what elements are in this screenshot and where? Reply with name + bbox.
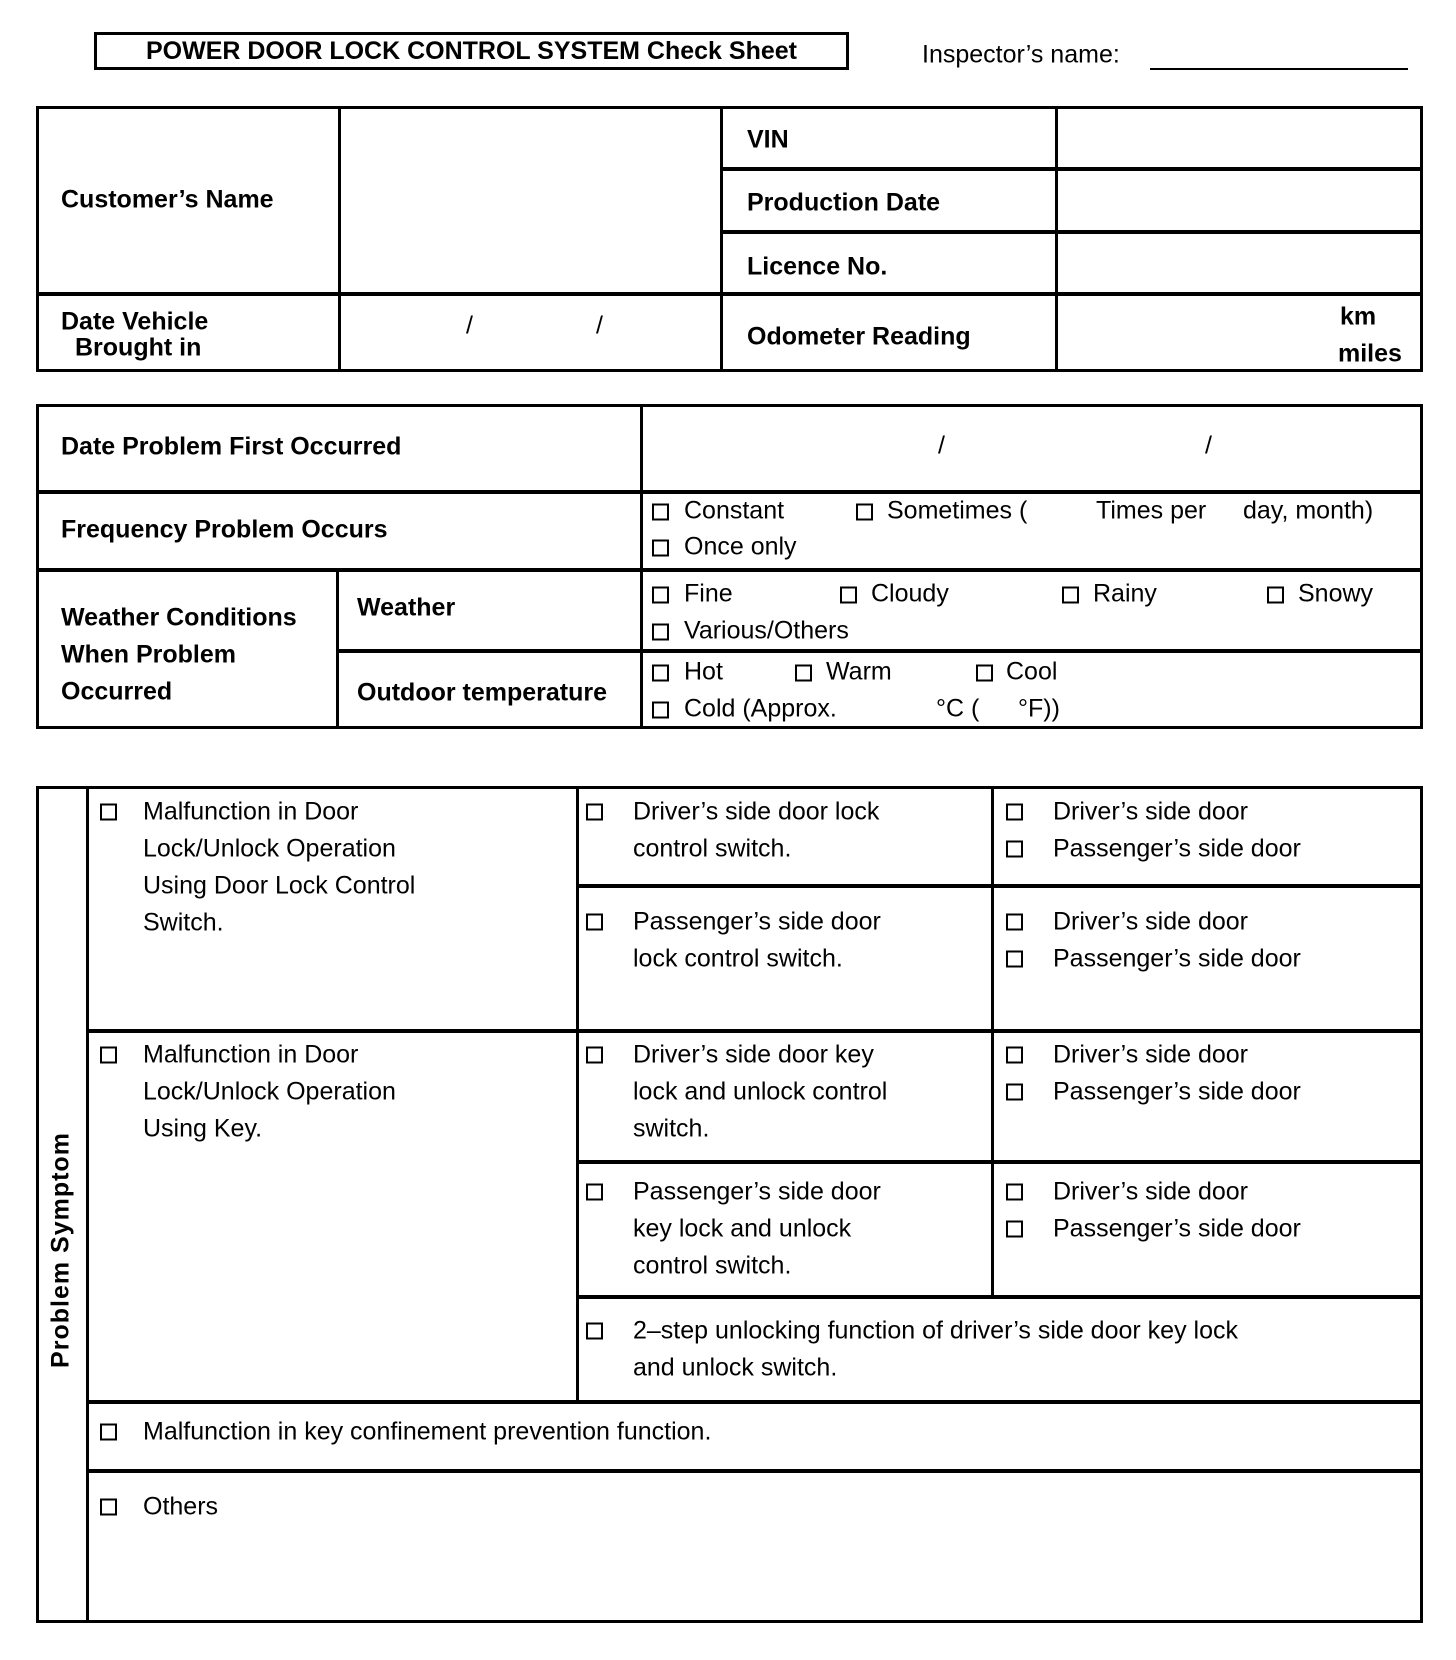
passenger-key-text: control switch. [633, 1251, 792, 1280]
divider [576, 1295, 1423, 1299]
passenger-door-label: Passenger’s side door [1053, 1214, 1301, 1243]
two-step-checkbox[interactable] [586, 1323, 603, 1340]
divider [36, 490, 1423, 494]
once-only-label: Once only [684, 532, 797, 561]
snowy-checkbox[interactable] [1267, 587, 1284, 604]
passenger-door-checkbox[interactable] [1006, 1084, 1023, 1101]
passenger-door-label: Passenger’s side door [1053, 834, 1301, 863]
sheet-title [94, 32, 849, 70]
date-separator: / [938, 431, 945, 460]
warm-checkbox[interactable] [795, 665, 812, 682]
switch-malfunction-text: Malfunction in Door [143, 797, 359, 826]
driver-door-label: Driver’s side door [1053, 1177, 1248, 1206]
divider [720, 167, 1423, 171]
constant-label: Constant [684, 496, 785, 525]
cold-label: Cold (Approx. [684, 694, 837, 723]
passenger-key-text: key lock and unlock [633, 1214, 852, 1243]
divider [576, 884, 1423, 888]
driver-switch-text: control switch. [633, 834, 792, 863]
fine-label: Fine [684, 579, 733, 608]
divider [338, 106, 341, 372]
passenger-switch-text: Passenger’s side door [633, 907, 881, 936]
divider [720, 230, 1423, 234]
sheet-title-text: POWER DOOR LOCK CONTROL SYSTEM Check Sheet [145, 36, 797, 65]
sometimes-checkbox[interactable] [856, 504, 873, 521]
two-step-text: and unlock switch. [633, 1353, 838, 1382]
key-malfunction-text: Malfunction in Door [143, 1040, 359, 1069]
switch-malfunction-text: Lock/Unlock Operation [143, 834, 396, 863]
production-date-label: Production Date [747, 188, 941, 217]
various-checkbox[interactable] [652, 624, 669, 641]
driver-key-text: lock and unlock control [633, 1077, 888, 1106]
driver-door-checkbox[interactable] [1006, 1047, 1023, 1064]
passenger-key-text: Passenger’s side door [633, 1177, 881, 1206]
divider [86, 786, 89, 1623]
passenger-door-label: Passenger’s side door [1053, 1077, 1301, 1106]
weather-conditions-label-3: Occurred [61, 677, 173, 706]
snowy-label: Snowy [1298, 579, 1374, 608]
outdoor-temperature-label: Outdoor temperature [357, 678, 608, 707]
key-malfunction-text: Lock/Unlock Operation [143, 1077, 396, 1106]
rainy-checkbox[interactable] [1062, 587, 1079, 604]
divider [86, 1029, 1423, 1033]
weather-conditions-label-1: Weather Conditions [61, 603, 297, 632]
date-separator: / [596, 311, 603, 340]
day-month-label: day, month) [1243, 496, 1374, 525]
divider [991, 786, 994, 1298]
date-brought-label-1: Date Vehicle [61, 307, 209, 336]
hot-label: Hot [684, 657, 723, 686]
key-malfunction-text: Using Key. [143, 1114, 263, 1143]
date-separator: / [1205, 431, 1212, 460]
others-label: Others [143, 1492, 219, 1521]
key-confinement-text: Malfunction in key confinement prevention function. [143, 1417, 712, 1446]
switch-malfunction-checkbox[interactable] [100, 804, 117, 821]
cold-checkbox[interactable] [652, 702, 669, 719]
driver-switch-text: Driver’s side door lock [633, 797, 880, 826]
cloudy-label: Cloudy [871, 579, 949, 608]
cool-label: Cool [1006, 657, 1058, 686]
once-only-checkbox[interactable] [652, 540, 669, 557]
switch-malfunction-text: Using Door Lock Control [143, 871, 416, 900]
licence-no-field[interactable] [1059, 235, 1419, 291]
odometer-label: Odometer Reading [747, 322, 971, 351]
driver-door-checkbox[interactable] [1006, 1184, 1023, 1201]
divider [36, 568, 1423, 572]
celsius-label: °C ( [936, 694, 980, 723]
divider [576, 786, 579, 1403]
driver-door-checkbox[interactable] [1006, 804, 1023, 821]
driver-key-text: Driver’s side door key [633, 1040, 874, 1069]
driver-switch-checkbox[interactable] [586, 804, 603, 821]
frequency-label: Frequency Problem Occurs [61, 515, 388, 544]
vin-field[interactable] [1059, 110, 1419, 166]
customer-name-field[interactable] [342, 110, 718, 290]
divider [1055, 106, 1058, 372]
passenger-switch-checkbox[interactable] [586, 914, 603, 931]
cool-checkbox[interactable] [976, 665, 993, 682]
driver-key-checkbox[interactable] [586, 1047, 603, 1064]
hot-checkbox[interactable] [652, 665, 669, 682]
fahrenheit-label: °F)) [1018, 694, 1060, 723]
sometimes-label: Sometimes ( [887, 496, 1028, 525]
licence-no-label: Licence No. [747, 252, 888, 281]
date-first-occurred-label: Date Problem First Occurred [61, 432, 402, 461]
divider [720, 106, 723, 372]
passenger-door-checkbox[interactable] [1006, 841, 1023, 858]
driver-door-label: Driver’s side door [1053, 907, 1248, 936]
constant-checkbox[interactable] [652, 504, 669, 521]
divider [336, 649, 1423, 653]
times-per-label: Times per [1096, 496, 1207, 525]
vin-label: VIN [747, 125, 789, 154]
driver-key-text: switch. [633, 1114, 710, 1143]
switch-malfunction-text: Switch. [143, 908, 224, 937]
weather-conditions-label-2: When Problem [61, 640, 237, 669]
divider [36, 292, 1423, 296]
cloudy-checkbox[interactable] [840, 587, 857, 604]
divider [640, 404, 643, 729]
divider [576, 1160, 1423, 1164]
various-label: Various/Others [684, 616, 849, 645]
divider [86, 1469, 1423, 1473]
others-checkbox[interactable] [100, 1499, 117, 1516]
miles-unit: miles [1338, 339, 1402, 368]
weather-label: Weather [357, 593, 456, 622]
inspector-name-field[interactable] [1150, 68, 1408, 70]
rainy-label: Rainy [1093, 579, 1157, 608]
problem-symptom-label: Problem Symptom [46, 1132, 75, 1368]
warm-label: Warm [826, 657, 892, 686]
key-malfunction-checkbox[interactable] [100, 1047, 117, 1064]
production-date-field[interactable] [1059, 172, 1419, 228]
date-brought-label-2: Brought in [75, 333, 202, 362]
key-confinement-checkbox[interactable] [100, 1424, 117, 1441]
inspector-label: Inspector’s name: [922, 40, 1120, 69]
passenger-switch-text: lock control switch. [633, 944, 843, 973]
customer-name-label: Customer’s Name [61, 185, 274, 214]
driver-door-label: Driver’s side door [1053, 797, 1248, 826]
km-unit: km [1340, 302, 1377, 331]
two-step-text: 2–step unlocking function of driver’s side door key lock [633, 1316, 1238, 1345]
passenger-door-label: Passenger’s side door [1053, 944, 1301, 973]
passenger-key-checkbox[interactable] [586, 1184, 603, 1201]
fine-checkbox[interactable] [652, 587, 669, 604]
passenger-door-checkbox[interactable] [1006, 1221, 1023, 1238]
driver-door-checkbox[interactable] [1006, 914, 1023, 931]
date-separator: / [466, 311, 473, 340]
driver-door-label: Driver’s side door [1053, 1040, 1248, 1069]
divider [86, 1400, 1423, 1404]
passenger-door-checkbox[interactable] [1006, 951, 1023, 968]
